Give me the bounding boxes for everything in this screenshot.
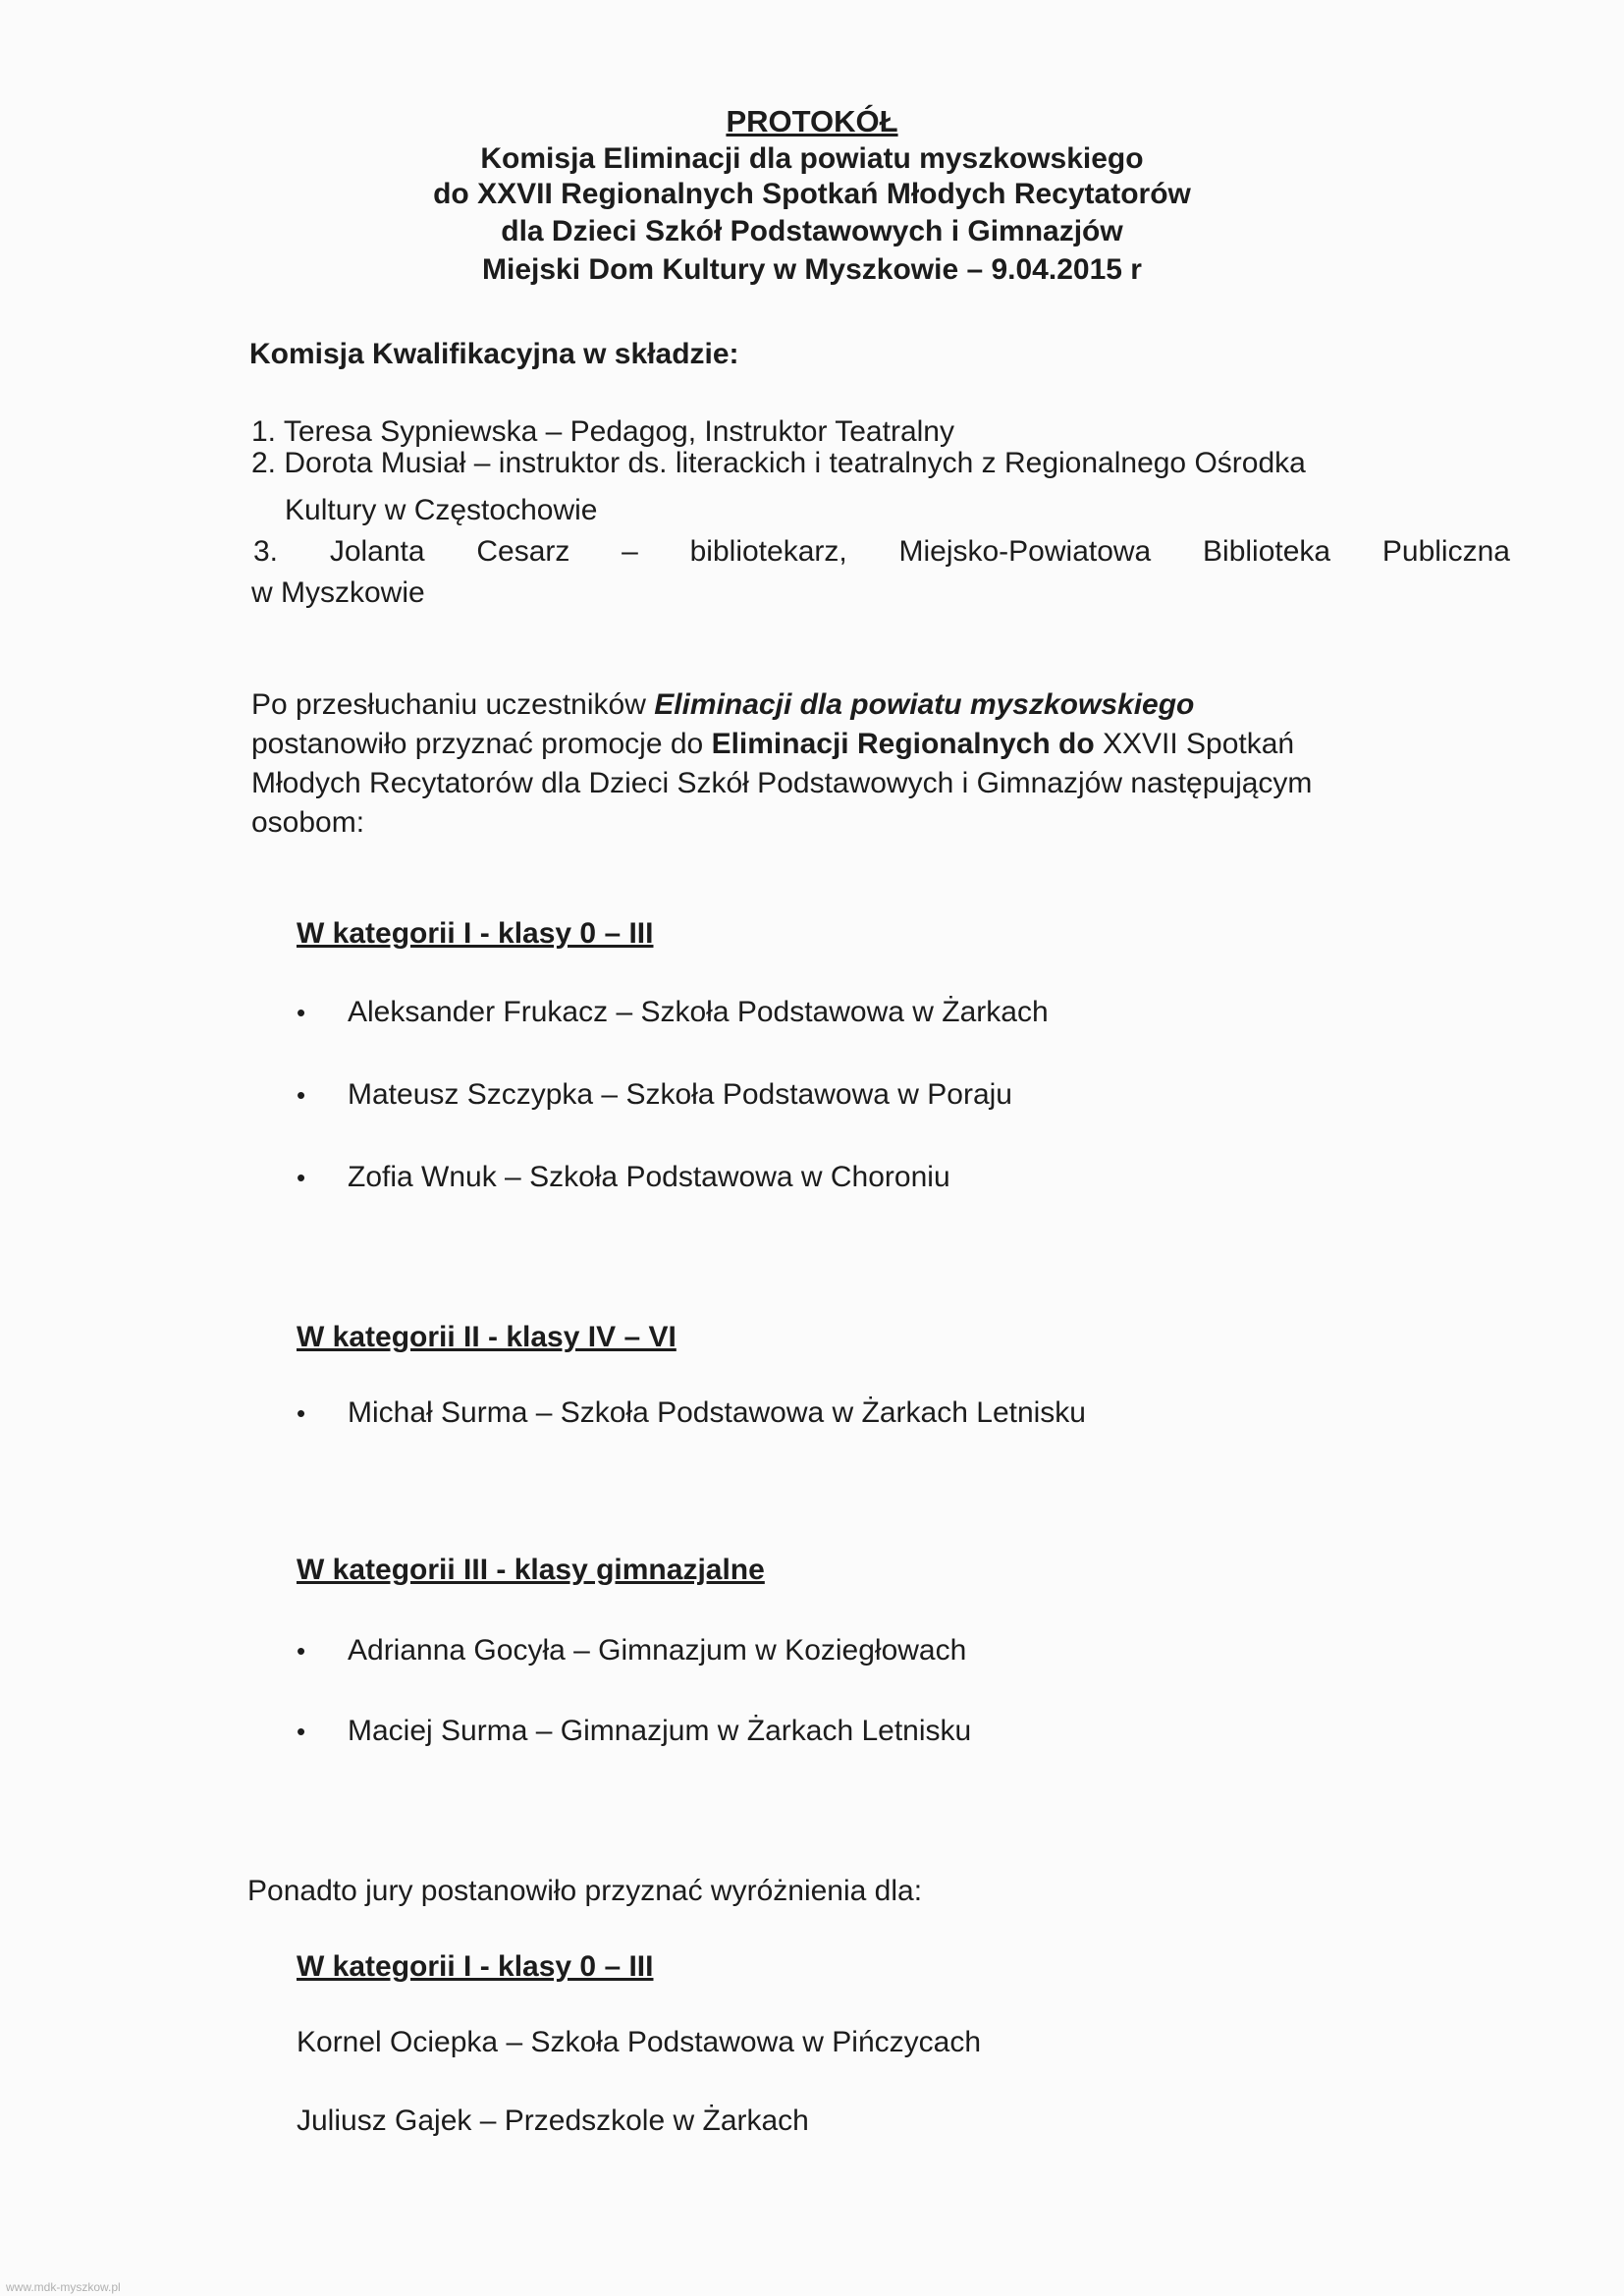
list-item: • Maciej Surma – Gimnazjum w Żarkach Letnisku (297, 1715, 971, 1748)
list-item: • Adrianna Gocyła – Gimnazjum w Koziegłowach (297, 1634, 966, 1667)
header-line-1: Komisja Eliminacji dla powiatu myszkowskiego (480, 142, 1144, 175)
intro-emphasis: Eliminacji dla powiatu myszkowskiego (654, 688, 1195, 721)
committee-member-3-cont: w Myszkowie (251, 576, 425, 609)
member-3-word: Biblioteka (1203, 535, 1331, 568)
member-3-word: Miejsko-Powiatowa (898, 535, 1152, 568)
distinction-item: Juliusz Gajek – Przedszkole w Żarkach (297, 2105, 809, 2137)
list-item: • Michał Surma – Szkoła Podstawowa w Żarkach Letnisku (297, 1396, 1086, 1430)
list-item: • Aleksander Frukacz – Szkoła Podstawowa w Żarkach (297, 996, 1049, 1029)
member-3-word: Jolanta (329, 535, 425, 568)
category-1-title: W kategorii I - klasy 0 – III (297, 917, 654, 950)
header-line-4: Miejski Dom Kultury w Myszkowie – 9.04.2015 r (482, 253, 1142, 286)
header-line-2: do XXVII Regionalnych Spotkań Młodych Recytatorów (433, 178, 1191, 210)
intro-line-4: osobom: (251, 806, 365, 839)
list-item: • Zofia Wnuk – Szkoła Podstawowa w Choroniu (297, 1161, 950, 1194)
intro-line-3: Młodych Recytatorów dla Dzieci Szkół Podstawowych i Gimnazjów następującym (251, 767, 1313, 799)
intro-line-2 (251, 725, 1294, 764)
committee-member-2: 2. Dorota Musiał – instruktor ds. literackich i teatralnych z Regionalnego Ośrodka (251, 447, 1306, 479)
intro-text: XXVII Spotkań (1094, 728, 1295, 760)
document-title: PROTOKÓŁ (726, 104, 898, 138)
footer-watermark: www.mdk-myszkow.pl (6, 2280, 121, 2294)
distinctions-category-title: W kategorii I - klasy 0 – III (297, 1950, 654, 1983)
member-3-word: bibliotekarz, (689, 535, 847, 568)
distinctions-intro: Ponadto jury postanowiło przyznać wyróżnienia dla: (247, 1875, 923, 1907)
committee-member-3 (253, 532, 1510, 572)
member-3-word: Publiczna (1381, 535, 1510, 568)
intro-bold: Eliminacji Regionalnych do (711, 728, 1095, 760)
committee-member-2-cont: Kultury w Częstochowie (285, 494, 598, 526)
distinction-item: Kornel Ociepka – Szkoła Podstawowa w Pińczycach (297, 2026, 982, 2058)
intro-line-1 (251, 685, 1194, 725)
member-3-word: – (622, 535, 638, 568)
committee-member-1: 1. Teresa Sypniewska – Pedagog, Instruktor Teatralny (251, 415, 954, 448)
header-line-3: dla Dzieci Szkół Podstawowych i Gimnazjów (501, 215, 1123, 247)
member-3-word: Cesarz (476, 535, 570, 568)
intro-text: Po przesłuchaniu uczestników (251, 688, 655, 721)
member-3-word: 3. (253, 535, 279, 568)
category-2-title: W kategorii II - klasy IV – VI (297, 1321, 677, 1353)
list-item: • Mateusz Szczypka – Szkoła Podstawowa w Poraju (297, 1078, 1012, 1112)
committee-heading: Komisja Kwalifikacyjna w składzie: (249, 338, 739, 370)
category-3-title: W kategorii III - klasy gimnazjalne (297, 1554, 765, 1586)
intro-text: postanowiło przyznać promocje do (251, 728, 712, 760)
